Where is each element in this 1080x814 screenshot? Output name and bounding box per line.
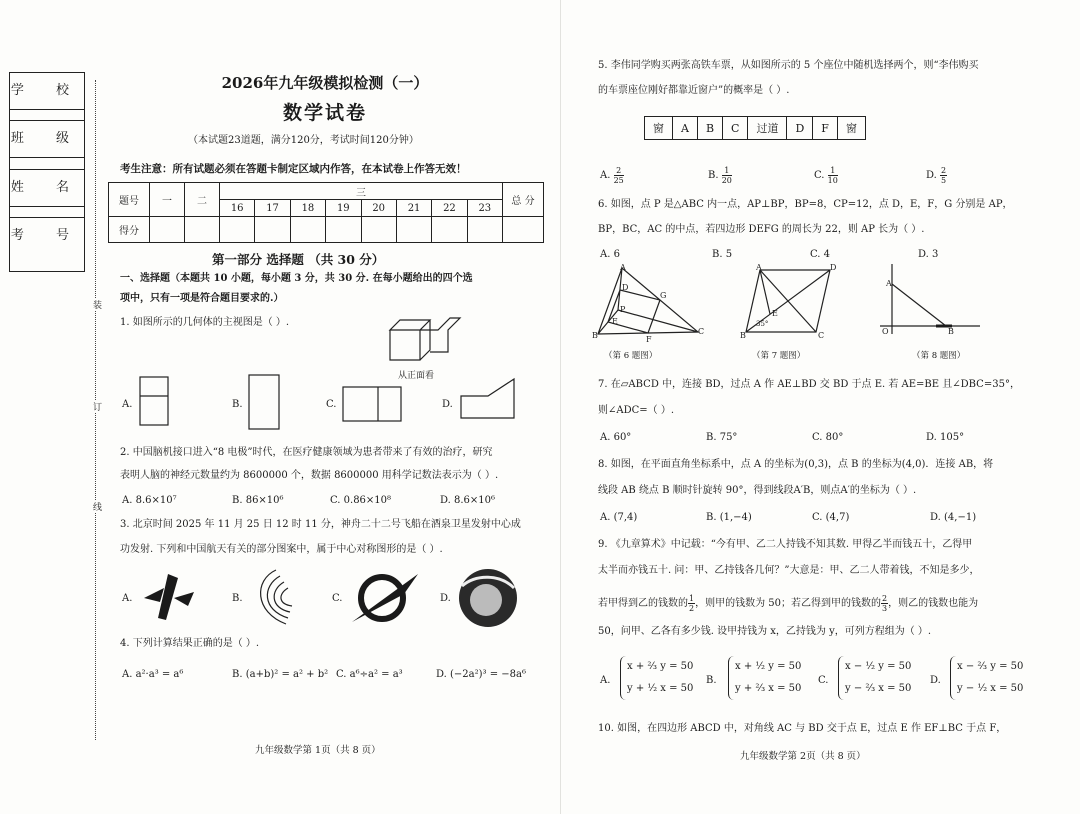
q7-option-b: B. 75° (706, 432, 738, 443)
score-table-sub: 18 (290, 200, 325, 217)
q1-option-b: B. (232, 399, 243, 410)
q5-option-d: D. $\frac{2}{5}$ (926, 166, 947, 185)
score-cell (185, 217, 220, 243)
exam-number-field: 考 号 (10, 217, 84, 254)
seat-cell: 窗 (645, 117, 673, 140)
q2-option-a: A. 8.6×10⁷ (122, 495, 177, 506)
seat-cell: B (697, 117, 722, 140)
figure-7-parallelogram (740, 262, 848, 342)
question-3-line-2: 功发射. 下列和中国航天有关的部分图案中，属于中心对称图形的是（ ）. (120, 544, 443, 555)
svg-text:E: E (772, 309, 778, 318)
figure-6-caption: （第 6 题图） (604, 351, 658, 361)
q5-option-b: B. $\frac{1}{20}$ (708, 166, 732, 185)
class-field: 班 级 (10, 120, 84, 158)
score-cell (361, 217, 396, 243)
q1-solid-figure (386, 310, 466, 370)
seat-cell: D (787, 117, 813, 140)
q9-option-a: A. (600, 675, 611, 686)
exam-info: （本试题23道题，满分120分，考试时间120分钟） (188, 135, 419, 146)
score-table-col: 二 (185, 183, 220, 217)
question-1: 1. 如图所示的几何体的主视图是（ ）. (120, 317, 290, 328)
question-6-line-2: BP，BC，AC 的中点，若四边形 DEFG 的周长为 22，则 AP 长为（ ）. (598, 224, 925, 235)
q2-option-c: C. 0.86×10⁸ (330, 495, 392, 506)
score-table-sub: 23 (467, 200, 502, 217)
part-title: 第一部分 选择题 （共 30 分） (212, 252, 385, 267)
q8-option-c: C. (4,7) (812, 512, 850, 523)
q5-option-a: A. $\frac{2}{25}$ (600, 166, 624, 185)
svg-text:D: D (830, 263, 837, 272)
score-table (108, 182, 544, 243)
question-7-line-2: 则∠ADC=（ ）. (598, 405, 675, 416)
score-cell (396, 217, 431, 243)
score-cell (150, 217, 185, 243)
question-9-line-4: 50，问甲、乙各有多少钱. 设甲持钱为 x，乙持钱为 y，可列方程组为（ ）. (598, 626, 932, 637)
q9-option-b: B. (706, 675, 717, 686)
question-9-line-2: 太半而亦钱五十. 问：甲、乙持钱各几何？”大意是：甲、乙二人带着钱，不知是多少， (598, 565, 980, 576)
score-table-total: 总 分 (503, 183, 544, 217)
q3-option-c-emblem (348, 570, 422, 626)
q6-option-a: A. 6 (600, 249, 620, 260)
binding-char: 订 (93, 400, 102, 413)
score-cell (326, 217, 361, 243)
q3-option-d: D. (440, 593, 451, 604)
question-2-line-2: 表明人脑的神经元数量约为 8600000 个，数据 8600000 用科学记数法表示为（ ）. (120, 470, 499, 481)
svg-text:C: C (818, 331, 825, 340)
section-heading-2: 项中，只有一项是符合题目要求的.） (120, 293, 284, 304)
q9-option-d: D. (930, 675, 941, 686)
q8-option-d: D. (4,−1) (930, 512, 977, 523)
seat-cell: 过道 (748, 117, 787, 140)
svg-text:35°: 35° (756, 320, 769, 328)
q9-option-c-system: x − ¹⁄₂ y = 50 y − ²⁄₃ x = 50 (838, 656, 911, 700)
svg-text:D: D (622, 283, 629, 292)
q3-option-d-emblem (456, 566, 520, 630)
student-info-box (9, 72, 85, 272)
q4-option-d: D. (−2a²)³ = −8a⁶ (436, 669, 526, 680)
question-7: 7. 在▱ABCD 中，连接 BD，过点 A 作 AE⊥BD 交 BD 于点 E. 若 AE=BE 且∠DBC=35°， (598, 379, 1020, 390)
figure-8-caption: （第 8 题图） (912, 351, 966, 361)
figure-6-triangle (592, 262, 708, 342)
figure-7-caption: （第 7 题图） (752, 351, 806, 361)
score-table-col: 三 (220, 183, 503, 200)
score-table-sub: 17 (255, 200, 290, 217)
q7-option-c: C. 80° (812, 432, 844, 443)
q6-option-d: D. 3 (918, 249, 939, 260)
score-row-label: 得分 (109, 217, 150, 243)
score-table-sub: 22 (432, 200, 467, 217)
question-3: 3. 北京时间 2025 年 11 月 25 日 12 时 11 分，神舟二十二号飞船在酒泉卫星发射中心成 (120, 519, 521, 530)
page-footer-left: 九年级数学第 1页（共 8 页） (255, 745, 381, 756)
score-table-sub: 21 (396, 200, 431, 217)
q1-option-b-figure (246, 372, 282, 432)
q7-option-a: A. 60° (600, 432, 632, 443)
question-4: 4. 下列计算结果正确的是（ ）. (120, 638, 260, 649)
q3-option-a-emblem (138, 568, 198, 626)
q3-option-a: A. (122, 593, 133, 604)
exam-subtitle: 数学试卷 (282, 102, 367, 124)
question-8: 8. 如图，在平面直角坐标系中，点 A 的坐标为(0,3)，点 B 的坐标为(4,0)．连接 AB，将 (598, 459, 994, 470)
svg-text:O: O (882, 327, 889, 336)
seat-cell: 窗 (837, 117, 865, 140)
score-table-sub: 19 (326, 200, 361, 217)
score-table-col: 一 (150, 183, 185, 217)
svg-text:G: G (660, 291, 667, 300)
page-footer-right: 九年级数学第 2页（共 8 页） (740, 751, 866, 762)
q9-option-a-system: x + ²⁄₃ y = 50 y + ¹⁄₂ x = 50 (620, 656, 693, 700)
q2-option-d: D. 8.6×10⁶ (440, 495, 496, 506)
question-10: 10. 如图，在四边形 ABCD 中，对角线 AC 与 BD 交于点 E，过点 E 作 EF⊥BC 于点 F， (598, 723, 1007, 734)
score-cell (467, 217, 502, 243)
question-9-line-3: 若甲得到乙的钱数的 $\frac{1}{2}$ ，则甲的钱数为 50；若乙得到甲的钱数的 $\frac{2}{3}$ ，则乙的钱数也能为 (598, 594, 979, 613)
score-table-label: 题号 (109, 183, 150, 217)
q1-option-d: D. (442, 399, 453, 410)
q3-option-c: C. (332, 593, 343, 604)
q4-option-a: A. a²·a³ = a⁶ (122, 669, 184, 680)
q3-option-b-emblem (246, 566, 302, 628)
q9-option-b-system: x + ¹⁄₂ y = 50 y + ²⁄₃ x = 50 (728, 656, 801, 700)
binding-char: 线 (93, 500, 102, 513)
q8-option-a: A. (7,4) (600, 512, 638, 523)
q8-option-b: B. (1,−4) (706, 512, 752, 523)
q1-caption: 从正面看 (398, 371, 435, 381)
svg-text:A: A (620, 263, 626, 272)
q1-option-c-figure (340, 384, 404, 424)
exam-notice: 考生注意：所有试题必须在答题卡制定区域内作答，在本试卷上作答无效！ (120, 163, 467, 175)
q1-option-c: C. (326, 399, 337, 410)
q4-option-b: B. (a+b)² = a² + b² (232, 669, 329, 680)
seat-cell: F (813, 117, 838, 140)
page-fold (560, 0, 561, 814)
svg-text:E: E (612, 317, 618, 326)
school-field: 学 校 (10, 73, 84, 110)
svg-text:A: A (756, 263, 762, 272)
score-cell (432, 217, 467, 243)
q3-option-b: B. (232, 593, 243, 604)
score-table-sub: 20 (361, 200, 396, 217)
q4-option-c: C. a⁶÷a² = a³ (336, 669, 403, 680)
question-6: 6. 如图，点 P 是△ABC 内一点，AP⊥BP，BP=8，CP=12，点 D，E，F，G 分别是 AP， (598, 199, 1013, 210)
name-field: 姓 名 (10, 169, 84, 207)
svg-text:P: P (620, 305, 626, 314)
q7-option-d: D. 105° (926, 432, 965, 443)
exam-title: 2026年九年级模拟检测（一） (221, 74, 429, 92)
score-table-sub: 16 (220, 200, 255, 217)
q9-option-c: C. (818, 675, 829, 686)
svg-text:B: B (740, 331, 746, 340)
question-5: 5. 李伟同学购买两张高铁车票，从如图所示的 5 个座位中随机选择两个，则“李伟购买 (598, 60, 979, 71)
question-9: 9. 《九章算术》中记载：“今有甲、乙二人持钱不知其数. 甲得乙半而钱五十，乙得甲 (598, 539, 973, 550)
svg-text:A: A (886, 279, 892, 288)
svg-text:B: B (948, 327, 954, 336)
q1-option-a: A. (122, 399, 133, 410)
svg-text:F: F (646, 335, 652, 342)
seat-diagram (644, 116, 866, 140)
q5-option-c: C. $\frac{1}{10}$ (814, 166, 838, 185)
figure-8-coordinate (876, 260, 986, 340)
score-cell (220, 217, 255, 243)
question-5-line-2: 的车票座位刚好都靠近窗户”的概率是（ ）. (598, 85, 790, 96)
question-2: 2. 中国脑机接口进入“8 电极”时代，在医疗健康领域为患者带来了有效的治疗，研究 (120, 447, 493, 458)
q2-option-b: B. 86×10⁶ (232, 495, 284, 506)
section-heading: 一、选择题（本题共 10 小题，每小题 3 分，共 30 分. 在每小题给出的四个选 (120, 273, 473, 284)
seat-cell: C (723, 117, 748, 140)
q1-option-d-figure (458, 376, 524, 422)
q1-option-a-figure (137, 374, 173, 430)
score-cell (503, 217, 544, 243)
q6-option-b: B. 5 (712, 249, 733, 260)
svg-text:B: B (592, 331, 598, 340)
seat-cell: A (673, 117, 698, 140)
question-8-line-2: 线段 AB 绕点 B 顺时针旋转 90°，得到线段A′B，则点A′的坐标为（ ）. (598, 485, 917, 496)
score-cell (255, 217, 290, 243)
q9-option-d-system: x − ²⁄₃ y = 50 y − ¹⁄₂ x = 50 (950, 656, 1023, 700)
svg-text:C: C (698, 327, 705, 336)
score-cell (290, 217, 325, 243)
q6-option-c: C. 4 (810, 249, 831, 260)
binding-char: 装 (93, 298, 102, 311)
